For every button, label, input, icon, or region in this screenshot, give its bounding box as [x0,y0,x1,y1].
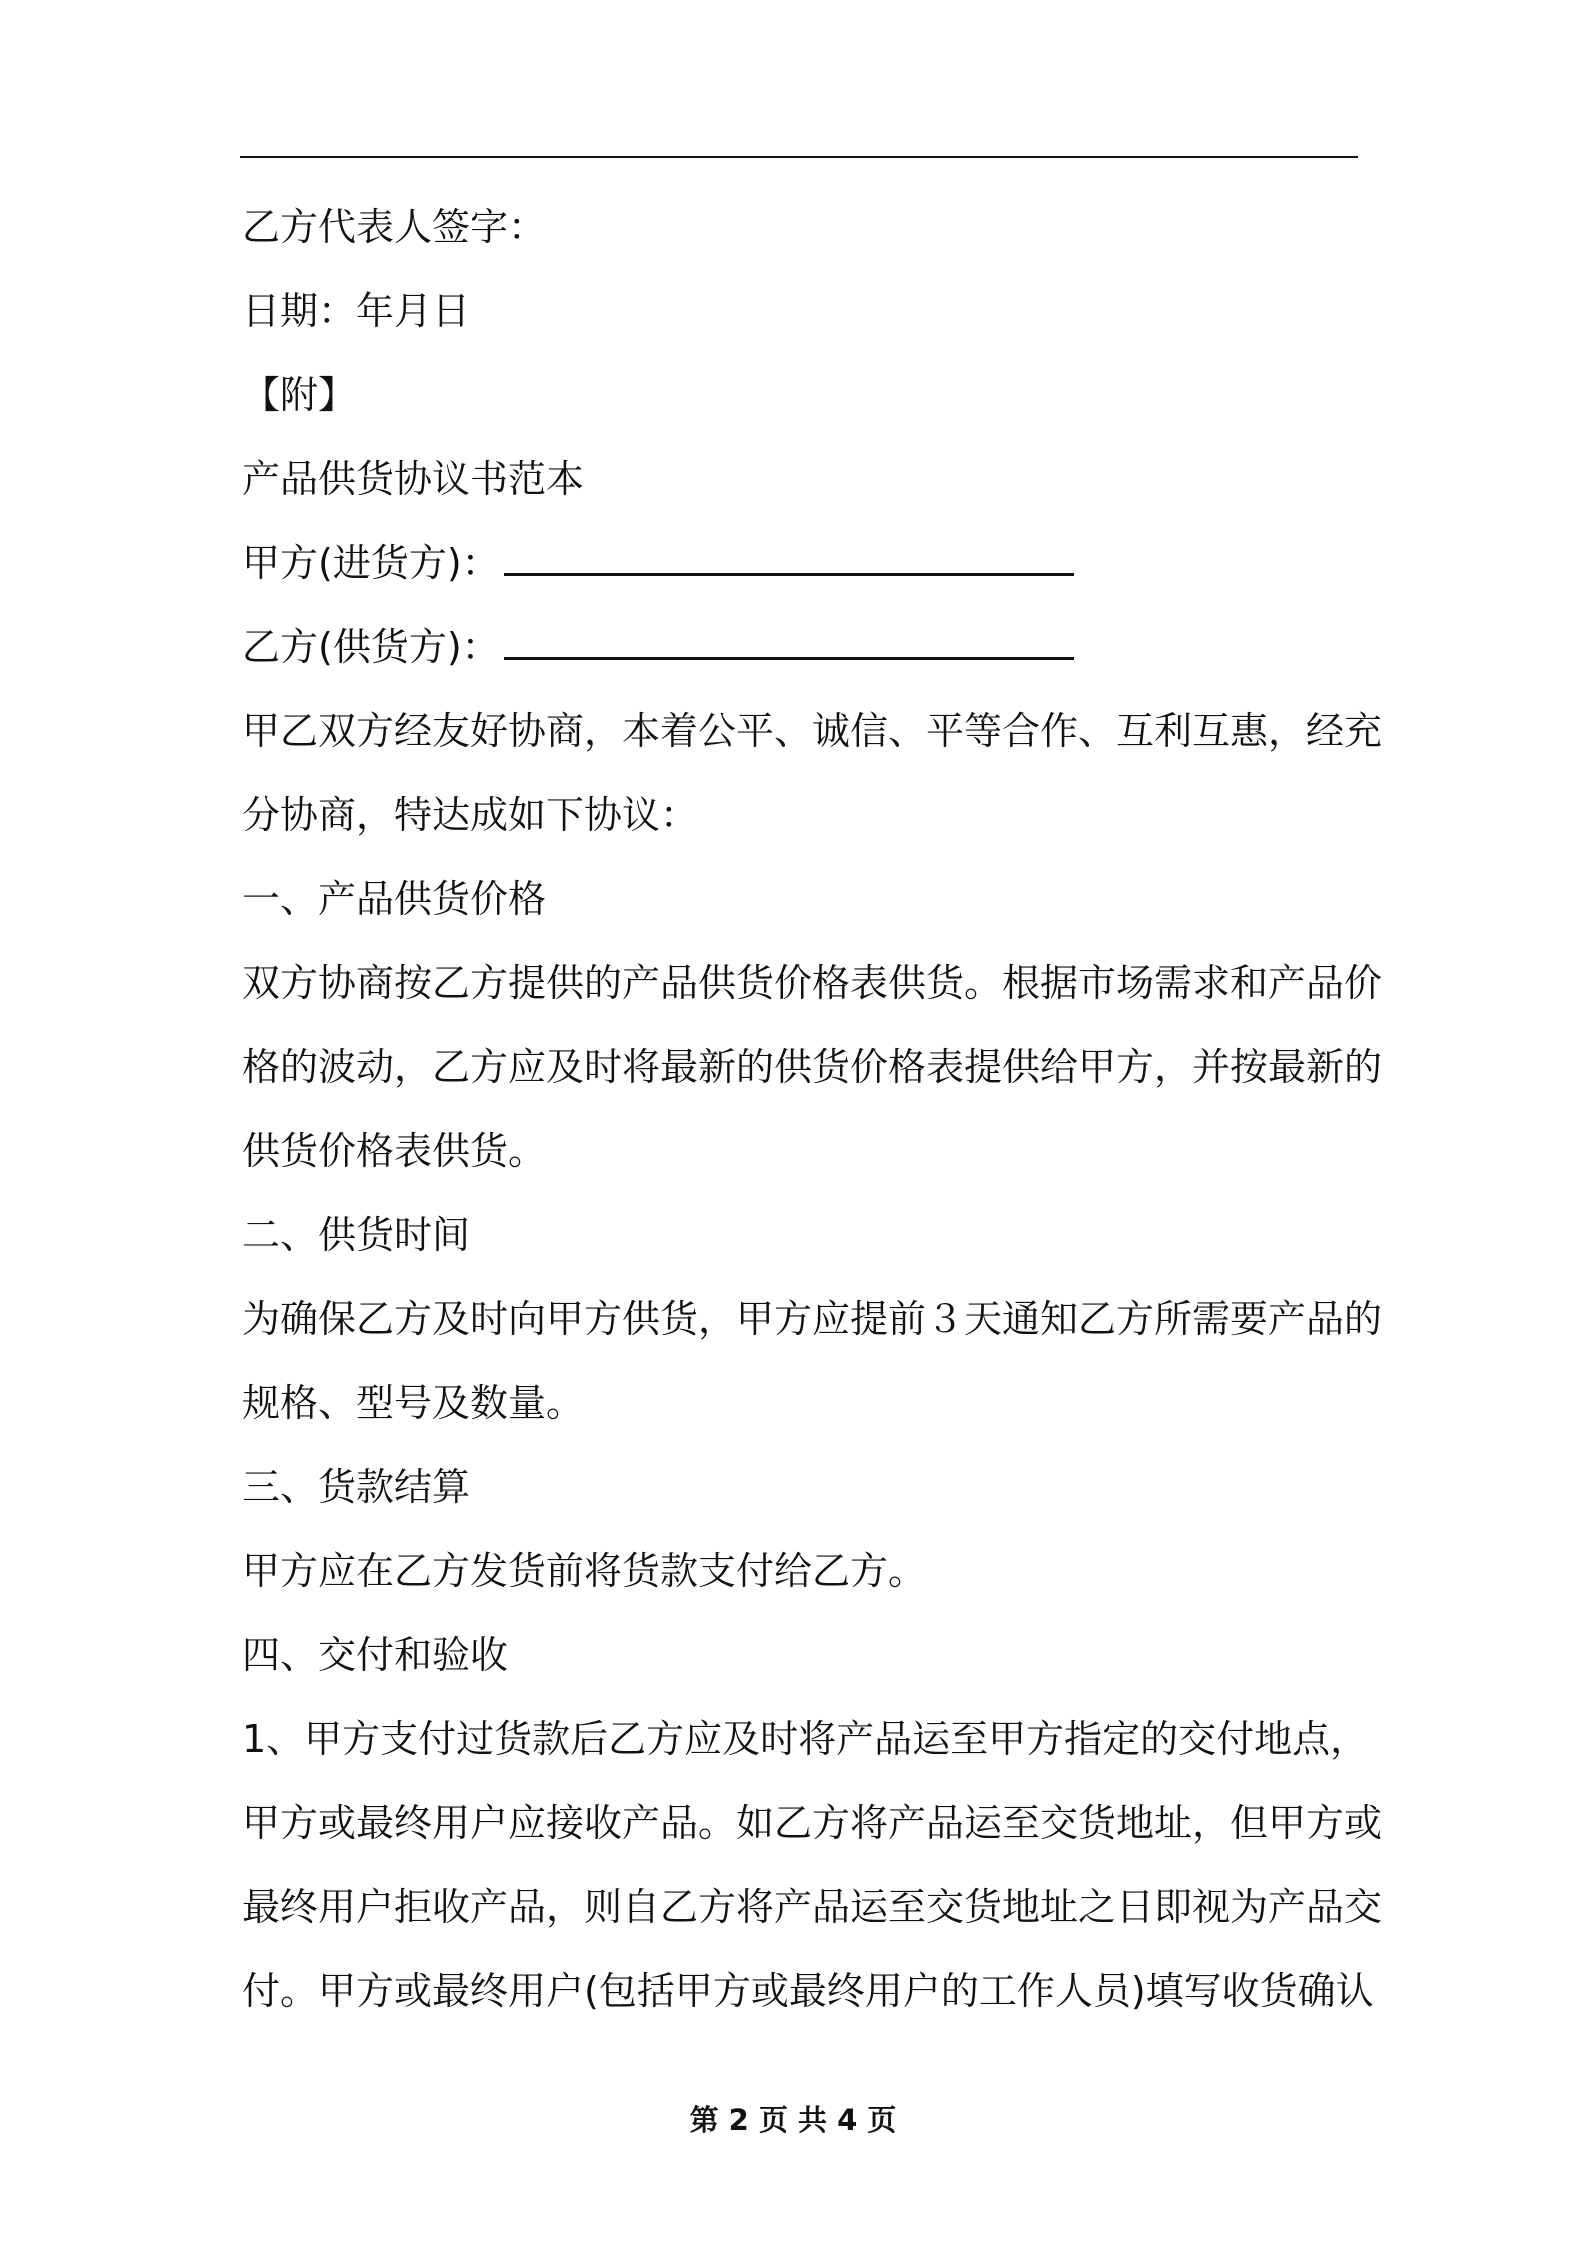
paragraph-line: 为确保乙方及时向甲方供货，甲方应提前３天通知乙方所需要产品的 [242,1297,1383,1341]
paragraph-line: 甲方应在乙方发货前将货款支付给乙方。 [242,1549,927,1593]
party-b-line [242,623,1074,671]
party-a-line [242,539,1074,587]
paragraph-line: 双方协商按乙方提供的产品供货价格表供货。根据市场需求和产品价 [242,961,1383,1005]
paragraph-line: 格的波动，乙方应及时将最新的供货价格表提供给甲方，并按最新的 [242,1045,1383,1089]
paragraph-line: 供货价格表供货。 [242,1129,547,1173]
section-heading-2: 二、供货时间 [242,1213,471,1257]
section-heading-1: 一、产品供货价格 [242,877,547,921]
paragraph-line: 最终用户拒收产品，则自乙方将产品运至交货地址之日即视为产品交 [242,1885,1383,1929]
paragraph-line: 分协商，特达成如下协议： [242,793,699,837]
party-b-blank [504,653,1074,660]
paragraph-line: 付。甲方或最终用户(包括甲方或最终用户的工作人员)填写收货确认 [242,1969,1374,2013]
header-rule [240,156,1358,158]
party-a-blank [504,569,1074,576]
section-heading-3: 三、货款结算 [242,1465,471,1509]
date-line: 日期：年月日 [242,289,471,333]
party-b-label: 乙方(供货方)： [242,625,500,669]
signature-line-party-b: 乙方代表人签字： [242,205,547,249]
appendix-title: 产品供货协议书范本 [242,457,585,501]
paragraph-line: 甲方或最终用户应接收产品。如乙方将产品运至交货地址，但甲方或 [242,1801,1383,1845]
page-number: 第 2 页 共 4 页 [689,2103,897,2137]
paragraph-line: 甲乙双方经友好协商，本着公平、诚信、平等合作、互利互惠，经充 [242,709,1383,753]
paragraph-line: 规格、型号及数量。 [242,1381,585,1425]
paragraph-line: 1、甲方支付过货款后乙方应及时将产品运至甲方指定的交付地点， [242,1717,1369,1761]
appendix-marker: 【附】 [242,373,357,417]
party-a-label: 甲方(进货方)： [242,541,500,585]
section-heading-4: 四、交付和验收 [242,1633,509,1677]
